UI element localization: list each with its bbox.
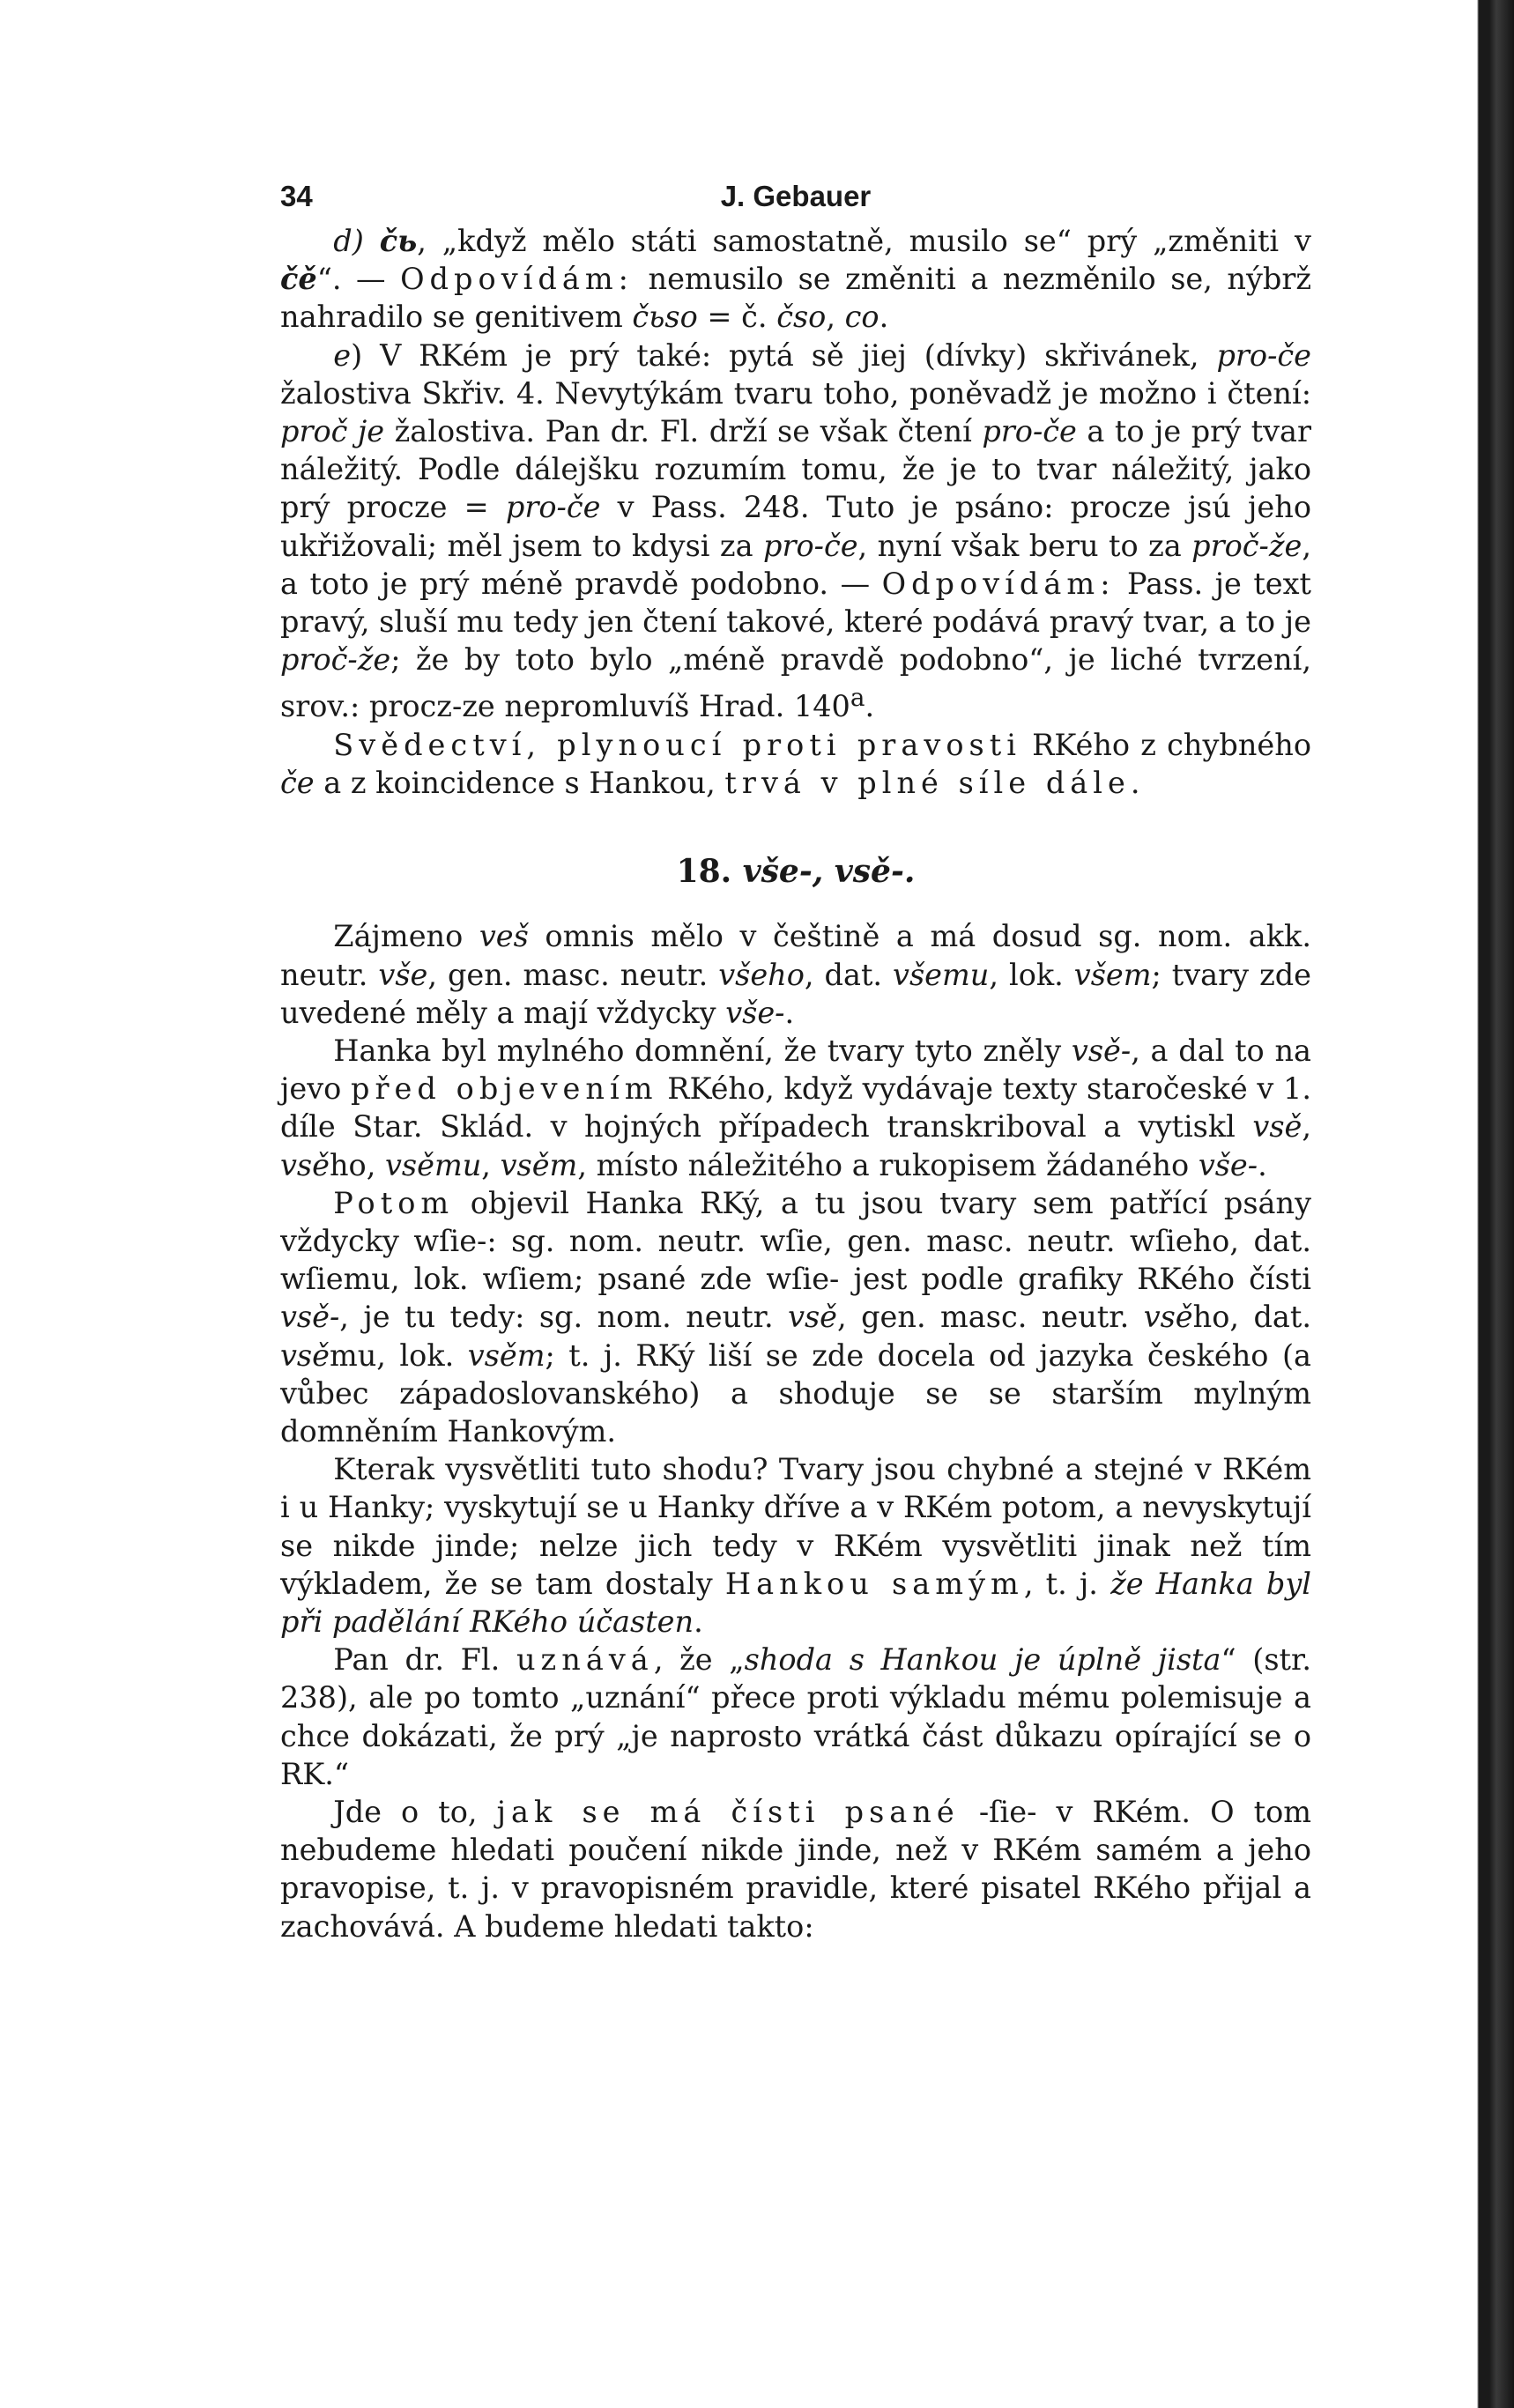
word-form: všemu [893, 957, 990, 992]
text-run: ; že by toto bylo „méně pravdě podobno“, je liché tvrzení, srov.: procz-ze nepromluvíš Hrad. 140 [280, 642, 1311, 724]
paragraph-method [280, 1793, 1311, 1945]
paragraph-explanation [280, 1450, 1311, 1641]
word-form: vsě- [280, 1300, 340, 1335]
paragraph-hanka-opinion [280, 1032, 1311, 1184]
word-form: pro-če [505, 490, 601, 525]
spaced-emphasis: Svědectví, plynoucí proti pravosti [333, 727, 1021, 762]
text-run: ho, [329, 1147, 385, 1182]
text-run: RKého, když vydávaje texty staročeské v 1. díle Star. Sklád. v hojných případech transkriboval a vytiskl [280, 1071, 1311, 1145]
text-run: nemusilo se změniti a nezměnilo se, nýbrž nahradilo se genitivem [280, 262, 1312, 335]
word-form: veš [479, 919, 529, 954]
text-run: , [826, 300, 845, 335]
enum-marker: e [333, 337, 352, 373]
page-number: 34 [280, 180, 313, 212]
text-run: , dat. [804, 957, 894, 992]
text-run: . [784, 995, 795, 1030]
text-run: a z koincidence s Hankou, [314, 766, 725, 800]
running-head-author: J. Gebauer [720, 180, 872, 212]
word-form: vsěm [467, 1337, 545, 1373]
text-run: , nyní však beru to za [857, 528, 1192, 563]
text-run: , že „ [653, 1642, 745, 1678]
text-run: omnis mělo v češtině a má dosud sg. nom. akk. neutr. [280, 919, 1312, 992]
word-form: vše- [725, 995, 785, 1030]
spaced-emphasis: trvá v plné síle dále [724, 766, 1131, 800]
section-heading [280, 853, 1311, 891]
word-form: vše- [1198, 1147, 1258, 1182]
word-form: čь [379, 224, 418, 258]
word-form: vsěmu [385, 1147, 482, 1182]
text-run: “. — [316, 262, 401, 297]
text-run: = č. [697, 300, 777, 335]
text-run: objevil Hanka RKý, a tu jsou tvary sem patřící psány vždycky wſie-: sg. nom. neutr. wſie, gen. masc. neutr. wſieho, dat. wſiemu, lok. wſiem; psané zde wſie- jest podle grafiky RKého čísti [280, 1185, 1311, 1297]
text-run: . [1258, 1147, 1267, 1182]
text-run: , t. j. [1023, 1566, 1111, 1601]
word-form: vsě- [1071, 1034, 1132, 1069]
paragraph-conclusion [280, 726, 1311, 802]
text-run: ; tvary zde uvedené měly a mají vždycky [280, 957, 1311, 1030]
scan-page-edge [1463, 0, 1514, 2408]
word-form: proč-že [280, 642, 391, 678]
body-text [280, 222, 1311, 1945]
word-form: všeho [718, 957, 805, 992]
italic-emphasis: že Hanka byl při padělání RKého účasten [280, 1566, 1311, 1640]
word-form: pro-če [1216, 337, 1311, 373]
word-form: co [844, 300, 879, 335]
word-form: čso [776, 300, 827, 335]
paragraph-pronoun [280, 917, 1311, 1032]
paragraph-fl-agrees [280, 1641, 1311, 1793]
superscript: a [850, 683, 865, 713]
text-run: , [1302, 1109, 1311, 1145]
section-title: vše-, vsě-. [742, 853, 916, 891]
text-run: Pan dr. Fl. [333, 1642, 516, 1678]
text-run: Jde o to, [333, 1795, 497, 1830]
word-form: všem [1073, 957, 1152, 992]
text-run: , místo náležitého a rukopisem žádaného [577, 1147, 1199, 1182]
text-run: ho, dat. [1192, 1300, 1312, 1335]
word-form: vsě [1143, 1300, 1193, 1335]
text-run: ; t. j. RKý liší se zde docela od jazyka českého (a vůbec západoslovanského) a shoduje se se starším mylným domněním Hankovým. [280, 1337, 1311, 1449]
text-run: , a toto je prý méně pravdě podobno. — [280, 528, 1311, 601]
word-form: vsě [788, 1300, 838, 1335]
word-form: proč-že [1191, 528, 1302, 563]
running-header [280, 167, 1311, 222]
text-run: mu, lok. [329, 1337, 468, 1373]
spaced-emphasis: jak se má čísti psané [496, 1795, 960, 1830]
word-form: vsě [1252, 1109, 1302, 1145]
book-page [280, 167, 1311, 1945]
word-form: čě [280, 262, 317, 297]
paragraph-d [280, 222, 1311, 337]
text-run: Pass. je text pravý, sluší mu tedy jen čtení takové, které podává pravý tvar, a to je [280, 566, 1311, 640]
text-run: . [865, 689, 875, 724]
text-run: , „když mělo státi samostatně, musilo se“ prý „změniti v [417, 224, 1311, 258]
word-form: če [280, 766, 315, 800]
text-run: “ (str. 238), ale po tomto „uznání“ přece proti výkladu mému polemisuje a chce dokázati, že prý „je naprosto vrátká část důkazu opírající se o RK.“ [280, 1642, 1311, 1791]
word-form: čьso [632, 300, 698, 335]
text-run: žalostiva Skřiv. 4. Nevytýkám tvaru toho, poněvadž je možno i čtení: [280, 375, 1311, 411]
section-number: 18. [676, 853, 732, 891]
text-run: Kterak vysvětliti tuto shodu? Tvary jsou chybné a stejné v RKém i u Hanky; vyskytují se u Hanky dříve a v RKém potom, a nevyskytují se nikde jinde; nelze jich tedy v RKém vysvětliti jinak než tím výkladem, že se tam dostaly [280, 1452, 1311, 1601]
spaced-emphasis: před objevením [351, 1071, 658, 1107]
word-form: pro-če [763, 528, 858, 563]
text-run: . [879, 300, 889, 335]
text-run: -ſie- v RKém. O tom nebudeme hledati poučení nikde jinde, než v RKém samém a jeho pravopise, t. j. v pravopisném pravidle, které pisatel RKého přijal a zachovává. A budeme hledati takto: [280, 1795, 1312, 1944]
word-form: vsě [280, 1147, 330, 1182]
spaced-emphasis: Odpovídám: [881, 566, 1116, 601]
spaced-emphasis: uznává [516, 1642, 654, 1678]
text-run: a to je prý tvar náležitý. Podle dálejšku rozumím tomu, že je to tvar náležitý, jako prý procze = [280, 414, 1311, 525]
text-run: , a dal to na jevo [280, 1034, 1311, 1107]
spaced-emphasis: Potom [333, 1185, 455, 1220]
text-run: , je tu tedy: sg. nom. neutr. [339, 1300, 789, 1335]
text-run: RKého z chybného [1020, 727, 1312, 762]
spaced-emphasis: Odpovídám: [400, 262, 634, 297]
text-run: . [1130, 766, 1140, 800]
word-form: vše [378, 957, 428, 992]
text-run: , gen. masc. neutr. [427, 957, 719, 992]
text-run: , [481, 1147, 501, 1182]
word-form: vsě [280, 1337, 330, 1373]
text-run: , lok. [989, 957, 1074, 992]
enum-marker: d) [333, 224, 380, 258]
paragraph-rk-forms [280, 1184, 1311, 1450]
text-run: žalostiva. Pan dr. Fl. drží se však čtení [384, 414, 983, 449]
paragraph-e [280, 337, 1311, 726]
italic-emphasis: shoda s Hankou je úplně jista [744, 1642, 1221, 1678]
text-run: Zájmeno [333, 919, 479, 954]
text-run: ) V RKém je prý také: pytá sě jiej (dívky) skřivánek, [351, 337, 1217, 373]
spaced-emphasis: Hankou samým [724, 1566, 1024, 1601]
text-run: Hanka byl mylného domnění, že tvary tyto zněly [333, 1034, 1072, 1069]
word-form: vsěm [500, 1147, 578, 1182]
word-form: proč je [280, 414, 385, 449]
text-run: v Pass. 248. Tuto je psáno: procze jsú jeho ukřižovali; měl jsem to kdysi za [280, 490, 1311, 563]
text-run: . [694, 1604, 703, 1640]
word-form: pro-če [982, 414, 1077, 449]
text-run: , gen. masc. neutr. [837, 1300, 1144, 1335]
